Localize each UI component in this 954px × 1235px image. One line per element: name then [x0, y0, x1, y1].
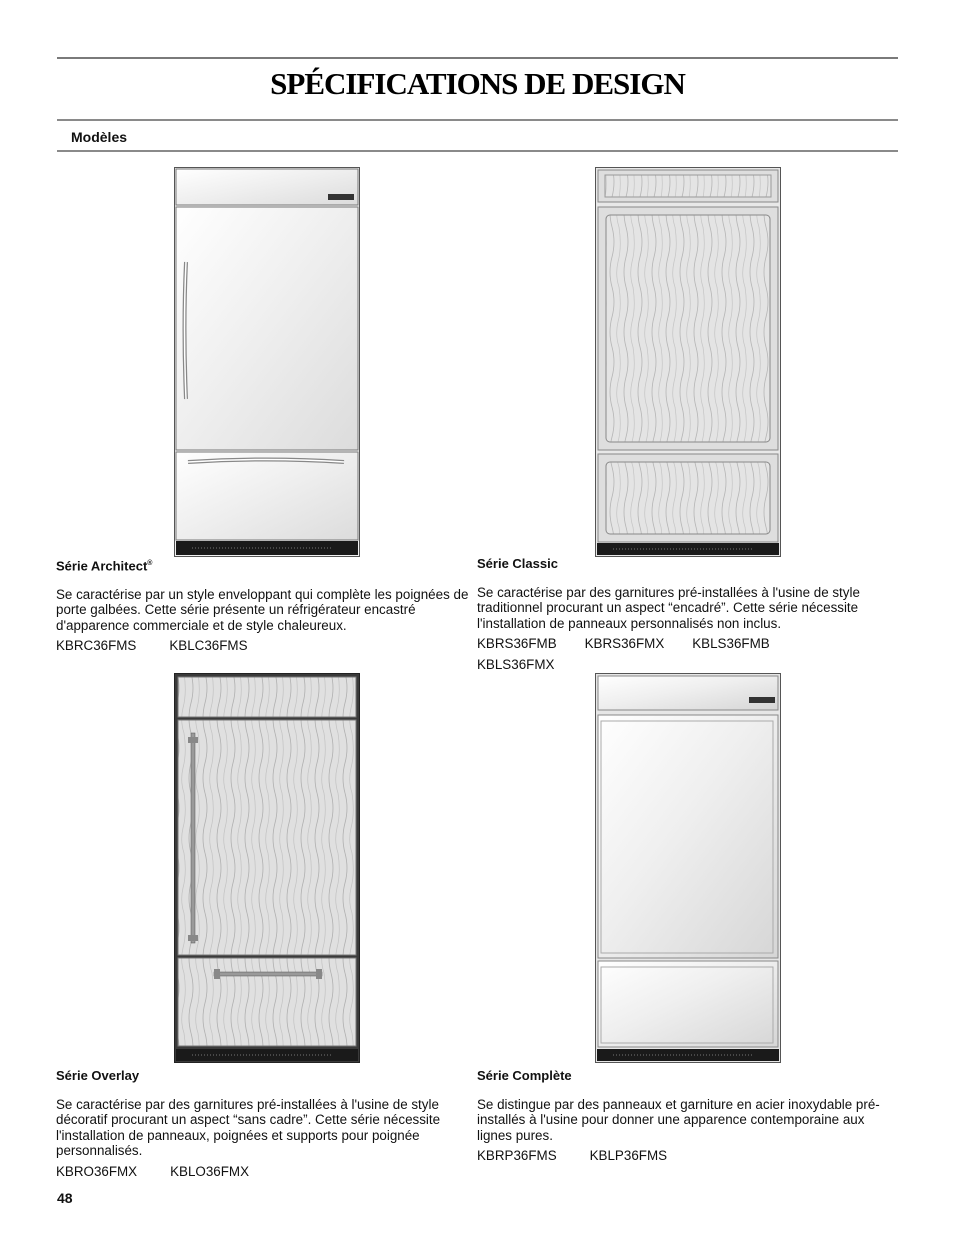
section-header	[57, 119, 898, 152]
registered-mark: ®	[147, 560, 153, 567]
model-numbers	[477, 636, 817, 677]
model-card-complete	[477, 1068, 897, 1169]
model-card-classic	[477, 556, 897, 677]
model-number: KBRS36FMX	[584, 636, 665, 651]
fridge-architect-image	[174, 167, 360, 557]
top-rule	[57, 57, 898, 59]
fridge-overlay-image	[174, 673, 360, 1063]
model-card-architect	[56, 556, 470, 659]
model-number: KBRS36FMB	[477, 636, 557, 651]
series-name	[56, 556, 470, 574]
model-number: KBRP36FMS	[477, 1148, 557, 1163]
series-description: Se caractérise par un style enveloppant qui complète les poignées de porte galbées. Cette série présente un réfrigérateur encastré d'apparence commerciale et de style chaleureux.	[56, 586, 469, 633]
page-title: SPÉCIFICATIONS DE DESIGN	[270, 66, 685, 101]
series-description: Se caractérise par des garnitures pré-installées à l'usine de style traditionnel procurant un aspect “encadré”. Cette série nécessite l'installation de panneaux personnalisés non inclus.	[477, 584, 860, 631]
model-number: KBLC36FMS	[169, 638, 248, 654]
series-name-text: Série Architect	[56, 558, 148, 574]
model-number: KBLS36FMB	[692, 636, 770, 651]
series-description: Se caractérise par des garnitures pré-installées à l'usine de style décoratif procurant un aspect “sans cadre”. Cette série nécessite l'installation de panneaux, poignées et supports pour poignée personnalisés.	[56, 1096, 441, 1158]
model-numbers	[477, 1148, 897, 1169]
model-number: KBLO36FMX	[170, 1163, 249, 1179]
fridge-complete-image	[595, 673, 781, 1063]
model-number: KBRC36FMS	[56, 638, 137, 654]
model-number: KBRO36FMX	[56, 1163, 138, 1179]
model-numbers	[56, 1164, 470, 1185]
series-description: Se distingue par des panneaux et garniture en acier inoxydable pré-installés à l'usine pour donner une apparence contemporaine aux lignes pures.	[477, 1096, 880, 1143]
page-number: 48	[57, 1190, 73, 1206]
model-numbers	[56, 638, 470, 659]
fridge-classic-image	[595, 167, 781, 557]
model-number: KBLP36FMS	[589, 1148, 668, 1163]
series-name: Série Overlay	[56, 1068, 140, 1083]
series-name: Série Complète	[477, 1068, 572, 1083]
series-name: Série Classic	[477, 556, 558, 571]
model-number: KBLS36FMX	[477, 656, 555, 672]
model-card-overlay	[56, 1068, 470, 1184]
section-title: Modèles	[71, 129, 128, 145]
